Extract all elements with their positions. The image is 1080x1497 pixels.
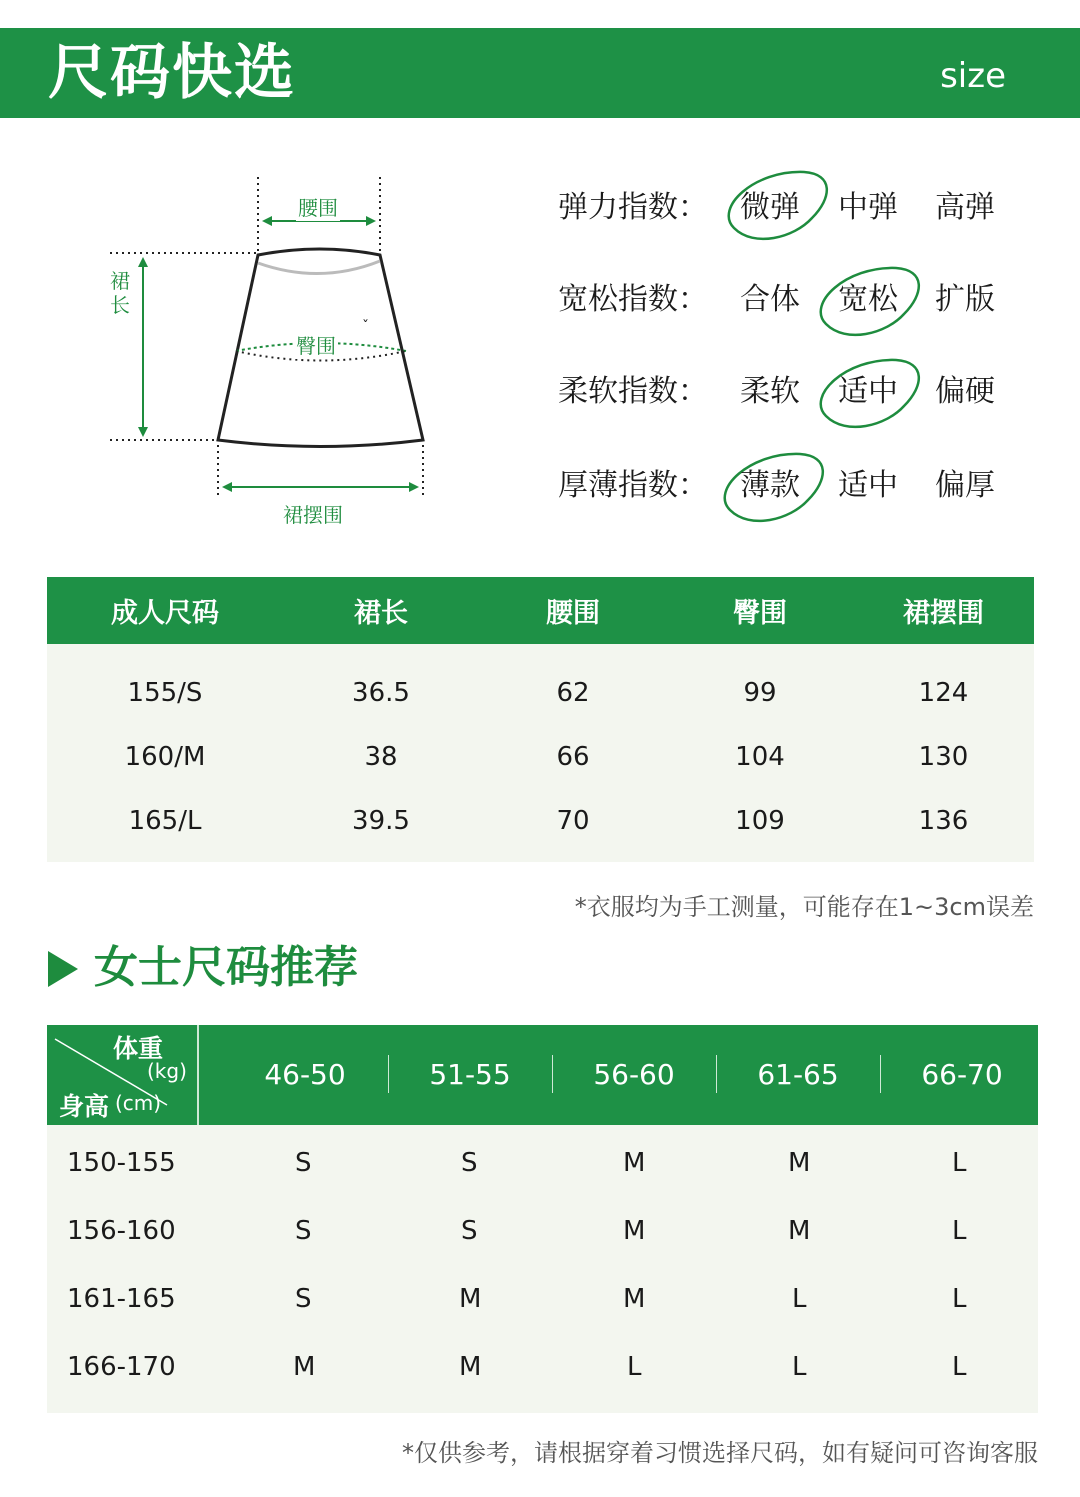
recommend-table-body xyxy=(47,1125,1038,1413)
table-cell: 130 xyxy=(918,742,969,772)
table-row xyxy=(47,1129,1038,1197)
index-label: 宽松指数： xyxy=(558,282,708,317)
index-row-looseness xyxy=(558,280,1018,320)
reference-note: *仅供参考，请根据穿着习惯选择尺码，如有疑问可咨询客服 xyxy=(402,1439,1038,1467)
size-cell: M xyxy=(788,1216,811,1246)
index-option: 偏硬 xyxy=(935,374,995,409)
table-cell: 136 xyxy=(918,806,969,836)
size-cell: M xyxy=(788,1148,811,1178)
table-cell: 155/S xyxy=(127,678,203,708)
index-label: 弹力指数： xyxy=(558,190,708,225)
table-row xyxy=(47,725,1034,789)
size-cell: S xyxy=(295,1148,312,1178)
size-cell: M xyxy=(623,1284,646,1314)
column-header: 成人尺码 xyxy=(111,598,219,629)
index-option: 柔软 xyxy=(740,374,800,409)
index-option: 宽松 xyxy=(838,282,898,317)
table-cell: 160/M xyxy=(124,742,206,772)
size-cell: L xyxy=(952,1216,967,1246)
size-cell: S xyxy=(295,1216,312,1246)
table-cell: 165/L xyxy=(128,806,202,836)
table-cell: 109 xyxy=(735,806,785,836)
table-cell: 70 xyxy=(556,806,590,836)
table-row xyxy=(47,789,1034,853)
column-header: 裙摆围 xyxy=(903,598,984,629)
length-label: 裙长 xyxy=(110,269,130,317)
column-header: 裙长 xyxy=(354,598,408,629)
table-cell: 38 xyxy=(364,742,398,772)
table-row xyxy=(47,1333,1038,1401)
page-subtitle: size xyxy=(940,56,1006,96)
height-cell: 156-160 xyxy=(67,1216,176,1246)
corner-height-label: 身高 xyxy=(59,1092,110,1121)
play-triangle-icon xyxy=(48,951,78,987)
page-title: 尺码快选 xyxy=(48,38,296,108)
table-cell: 99 xyxy=(743,678,777,708)
skirt-diagram xyxy=(100,165,440,535)
size-cell: M xyxy=(623,1148,646,1178)
table-row xyxy=(47,1265,1038,1333)
index-option: 偏厚 xyxy=(935,468,995,503)
index-option: 扩版 xyxy=(935,282,995,317)
size-cell: M xyxy=(293,1352,316,1382)
height-cell: 166-170 xyxy=(67,1352,176,1382)
size-cell: S xyxy=(461,1216,478,1246)
index-option: 适中 xyxy=(838,468,898,503)
waist-label: 腰围 xyxy=(296,192,340,221)
corner-height-unit: (cm) xyxy=(115,1091,162,1115)
table-cell: 36.5 xyxy=(352,678,410,708)
index-option: 薄款 xyxy=(740,468,800,503)
skirt-outline-icon xyxy=(100,165,440,535)
index-label: 柔软指数： xyxy=(558,374,708,409)
size-table xyxy=(47,577,1034,862)
svg-text:ˇ: ˇ xyxy=(362,319,369,335)
size-cell: L xyxy=(792,1284,807,1314)
size-cell: L xyxy=(792,1352,807,1382)
measurement-note: *衣服均为手工测量，可能存在1~3cm误差 xyxy=(574,893,1034,921)
hip-label: 臀围 xyxy=(294,330,338,359)
size-cell: M xyxy=(623,1216,646,1246)
size-cell: L xyxy=(952,1148,967,1178)
corner-weight-unit: (kg) xyxy=(147,1059,187,1083)
table-row xyxy=(47,661,1034,725)
recommend-table-header xyxy=(47,1025,1038,1125)
weight-header: 51-55 xyxy=(429,1058,511,1091)
index-row-thickness xyxy=(558,466,1018,506)
weight-header: 61-65 xyxy=(757,1058,839,1091)
table-cell: 62 xyxy=(556,678,590,708)
table-cell: 104 xyxy=(735,742,785,772)
size-cell: L xyxy=(627,1352,642,1382)
size-cell: M xyxy=(459,1352,482,1382)
size-cell: M xyxy=(459,1284,482,1314)
table-cell: 124 xyxy=(918,678,969,708)
size-table-header xyxy=(47,577,1034,644)
index-option: 微弹 xyxy=(740,190,800,225)
height-cell: 161-165 xyxy=(67,1284,176,1314)
weight-header: 46-50 xyxy=(264,1058,346,1091)
size-cell: L xyxy=(952,1352,967,1382)
column-header: 臀围 xyxy=(733,598,787,629)
size-cell: S xyxy=(295,1284,312,1314)
corner-cell xyxy=(47,1025,199,1125)
weight-header: 66-70 xyxy=(921,1058,1003,1091)
table-row xyxy=(47,1197,1038,1265)
column-header: 腰围 xyxy=(546,598,600,629)
section-title: 女士尺码推荐 xyxy=(94,942,358,993)
hem-label: 裙摆围 xyxy=(283,503,343,527)
index-label: 厚薄指数： xyxy=(558,468,708,503)
index-row-elasticity xyxy=(558,188,1018,228)
index-row-softness xyxy=(558,372,1018,412)
index-option: 合体 xyxy=(740,282,800,317)
table-cell: 39.5 xyxy=(352,806,410,836)
index-option: 中弹 xyxy=(838,190,898,225)
weight-header: 56-60 xyxy=(593,1058,675,1091)
height-cell: 150-155 xyxy=(67,1148,176,1178)
size-cell: L xyxy=(952,1284,967,1314)
recommend-table xyxy=(47,1025,1038,1413)
table-cell: 66 xyxy=(556,742,590,772)
size-table-body xyxy=(47,644,1034,862)
index-option: 高弹 xyxy=(935,190,995,225)
corner-weight-label: 体重 xyxy=(113,1034,164,1063)
index-option: 适中 xyxy=(838,374,898,409)
size-cell: S xyxy=(461,1148,478,1178)
